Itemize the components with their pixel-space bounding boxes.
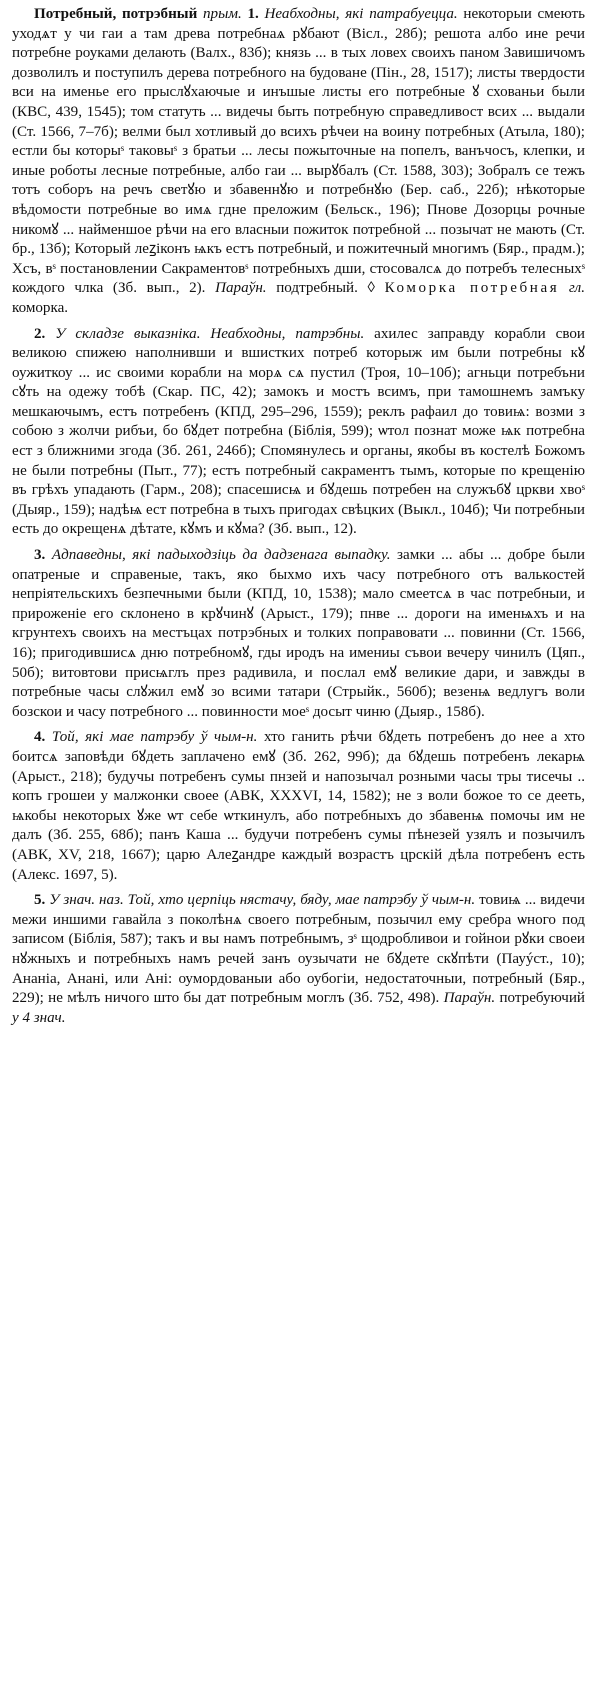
sense-citations: ахилес заправду корабли свои великою спижею наполнивши и вшистких потреб которыж им были потребны кꙋ оужиткоу ... ис своими корабли на морѧ сѧ пустил (Троя, 10–10б); агньци потребъни сꙋть на одежу тобѣ (Скар. ПС, 42); замокъ и мостъ всимъ, при тамошнемъ замъку мешкаючымъ, естъ потребенъ (КПД, 295–296, 1559); реклъ рафаил до товиѩ: возми з собою з жолчи рибъи, бо бꙋдет потребна (Біблія, 599); ѡтол познат може ѩк потребна ест з ближними згода (Зб. 261, 246б); Спомянулесь и органы, якобы въ костелѣ Божомъ не были потребны (Пыт., 77); естъ потребный сакраментъ тымъ, которые по крещенію въ грѣхъ упадають (Гарм., 208); спасешисѩ и бꙋдешь потребен на служъбꙋ цркви хвоˢ (Дыяр., 159); надѣѩ ест потребна в тыхъ пригодах свѣцких (Выкл., 104б); Чи потребныи есть до окрещенѧ дѣтате, кꙋмъ и кꙋма? (Зб. вып., 12).	[12, 325, 585, 538]
sense-definition: Той, які мае патрэбу ў чым-н.	[51, 729, 258, 746]
part-of-speech: прым.	[203, 6, 242, 22]
sense-definition: Адпаведны, які падыходзіць да дадзенага выпадку.	[51, 547, 391, 564]
parallel-label: Параўн.	[443, 990, 496, 1007]
sense-number: 2.	[34, 325, 46, 342]
sense-definition: У знач. наз. Той, хто церпіць нястачу, бяду, мае патрэбу ў чым-н.	[49, 892, 476, 909]
sense-definition: У складзе выказніка. Неабходны, патрэбны.	[55, 325, 365, 342]
sense-citations: замки ... абы ... добре были опатреные и справеные, такъ, яко быхмо ихъ часу потребного отъ валькостей непріятельскихъ безпечными были (КПД, 10, 1538); мало смеетсѧ в час потребныи, и прироженіе его склонено в крꙋчинꙋ (Арыст., 179); пнве ... дороги на именѩхъ и на кгрунтехъ своихъ на местъцах потрэбных и толких поправовати ... повинни (Ст. 1566, 16); пригодившисѧ дню потребномꙋ, гды иродъ на имениы съвои вечеру чинилъ (Цяп., 50б); витовтови присѩглъ през радивила, и послал емꙋ великие дари, и завжды в потребные часы слꙋжил емꙋ зо всими татари (Стрыйк., 560б); везенѩ ведлугъ воли бозскои и часу потребного ... повинности моеˢ досыт чиню (Дыяр., 158б).	[12, 547, 585, 720]
sense-number: 5.	[34, 892, 46, 909]
sense-citations: товиѩ ... видечи межи иншими гавайла з поколѣнѧ своего потребным, позычил ему сребра ѡного под записом (Біблія, 587); такъ и вы намъ потребнымъ, зˢ щодробливои и гойнои рꙋки своеи нꙋжныхъ и потребныхъ намъ речей занъ оузычати не бꙋдете скꙋпѣти (Пауýст., 10); Ананіа, Анані, или Ані: оумордованыи або оубогіи, недостаточныи, потребный (Бяр., 229); не мѣлъ ничого што бы дат потребным моглъ (Зб. 752, 498).	[12, 892, 585, 1007]
parallel-word: потребуючий	[499, 990, 586, 1007]
sense-number: 1.	[247, 6, 259, 22]
headword: Потребный, потрэбный	[34, 6, 198, 22]
compound-pos: гл.	[568, 280, 585, 297]
entry-sense-2	[12, 325, 585, 541]
compound-phrase: Коморка потребная	[384, 280, 560, 297]
parallel-sense-note: у 4 знач.	[12, 1009, 66, 1026]
sense-citations: некоторыи смеють уходѧт у чи гаи а там древа потребнаѧ рꙋбают (Віcл., 28б); решота албо ине речи потребне роуками делають (Валх., 83б); князь ... в тых ловех своихъ паном Завишичомъ дозволилъ и поступилъ дерева потребного на будоване (Пін., 28, 1517); листы твердости вси на именье его прыслꙋхаючые и инъшые листы его потребные ꙋ схованьи были (КВС, 439, 1545); том статуть ... видечы быть потребную справедливост всих ... выдали (Ст. 1566, 7–7б); велми был хотливый до всихъ рѣчеи на воину потребных (Атыла, 180); естли бы которыˢ таковыˢ з братьи ... лесы пожыточные на попелъ, ванъчосъ, клепки, и иные роботы лесные потребные, албо гаи ... вырꙋбалъ (Ст. 1588, 303); Зобралъ се тежъ тотъ соборъ на речъ светꙋю и збавеннꙋю и потребнꙋю (Бер. саб., 22б); нѣкоторые вѣдомости потребные во имѧ гдне преложим (Бельск., 196); Пнове Дозорцы рочные никомꙋ ... найменшое рѣчи на его власныи пожиток потребной ... позычат не мають (Ст. бр., 13б); Который леꙁіконъ ѩкъ естъ потребный, и пожитечный многимъ (Бяр., прадм.); Хсъ, вˢ постановлении Сакраментовˢ потребныхъ дши, стосовалсѧ до потребъ телесныхˢ кождого члка (Зб. вып., 2).	[12, 6, 586, 297]
entry-sense-4	[12, 728, 585, 885]
sense-number: 4.	[34, 729, 46, 746]
compound-reference: коморка.	[12, 299, 69, 316]
sense-definition: Неабходны, які патрабуецца.	[264, 6, 458, 22]
compound-mark: ◊	[367, 280, 375, 297]
sense-citations: хто ганить рѣчи бꙋдеть потребенъ до нее а хто боитсѧ заповѣди бꙋдеть заплачено емꙋ (Зб. 262, 99б); да бꙋдешь потребенъ лекарѩ (Арыст., 218); будучы потребенъ сумы пнзей и напозычал розными часы тры тисечы .. копъ грошеи у малжонки своее (АВК, XXXVI, 14, 1582); не з воли божое то се дееть, ѩкобы некоторых ꙋже ѡт себе ѡткинулъ, або потребныхъ до збавенѩ помочы им не далъ (Зб. 255, 68б); панъ Каша ... будучи потребенъ сумы пѣнезей узялъ и позычилъ (АВК, XV, 218, 1667); царю Алеꙁандре каждый возрастъ црскій дѣла потребенъ есть (Алекс. 1697, 5).	[12, 729, 585, 883]
entry-sense-1	[12, 5, 585, 319]
entry-sense-5	[12, 891, 585, 1028]
parallel-word: подтребный.	[276, 280, 358, 297]
entry-sense-3	[12, 546, 585, 722]
sense-number: 3.	[34, 547, 46, 564]
parallel-label: Параўн.	[215, 280, 267, 297]
